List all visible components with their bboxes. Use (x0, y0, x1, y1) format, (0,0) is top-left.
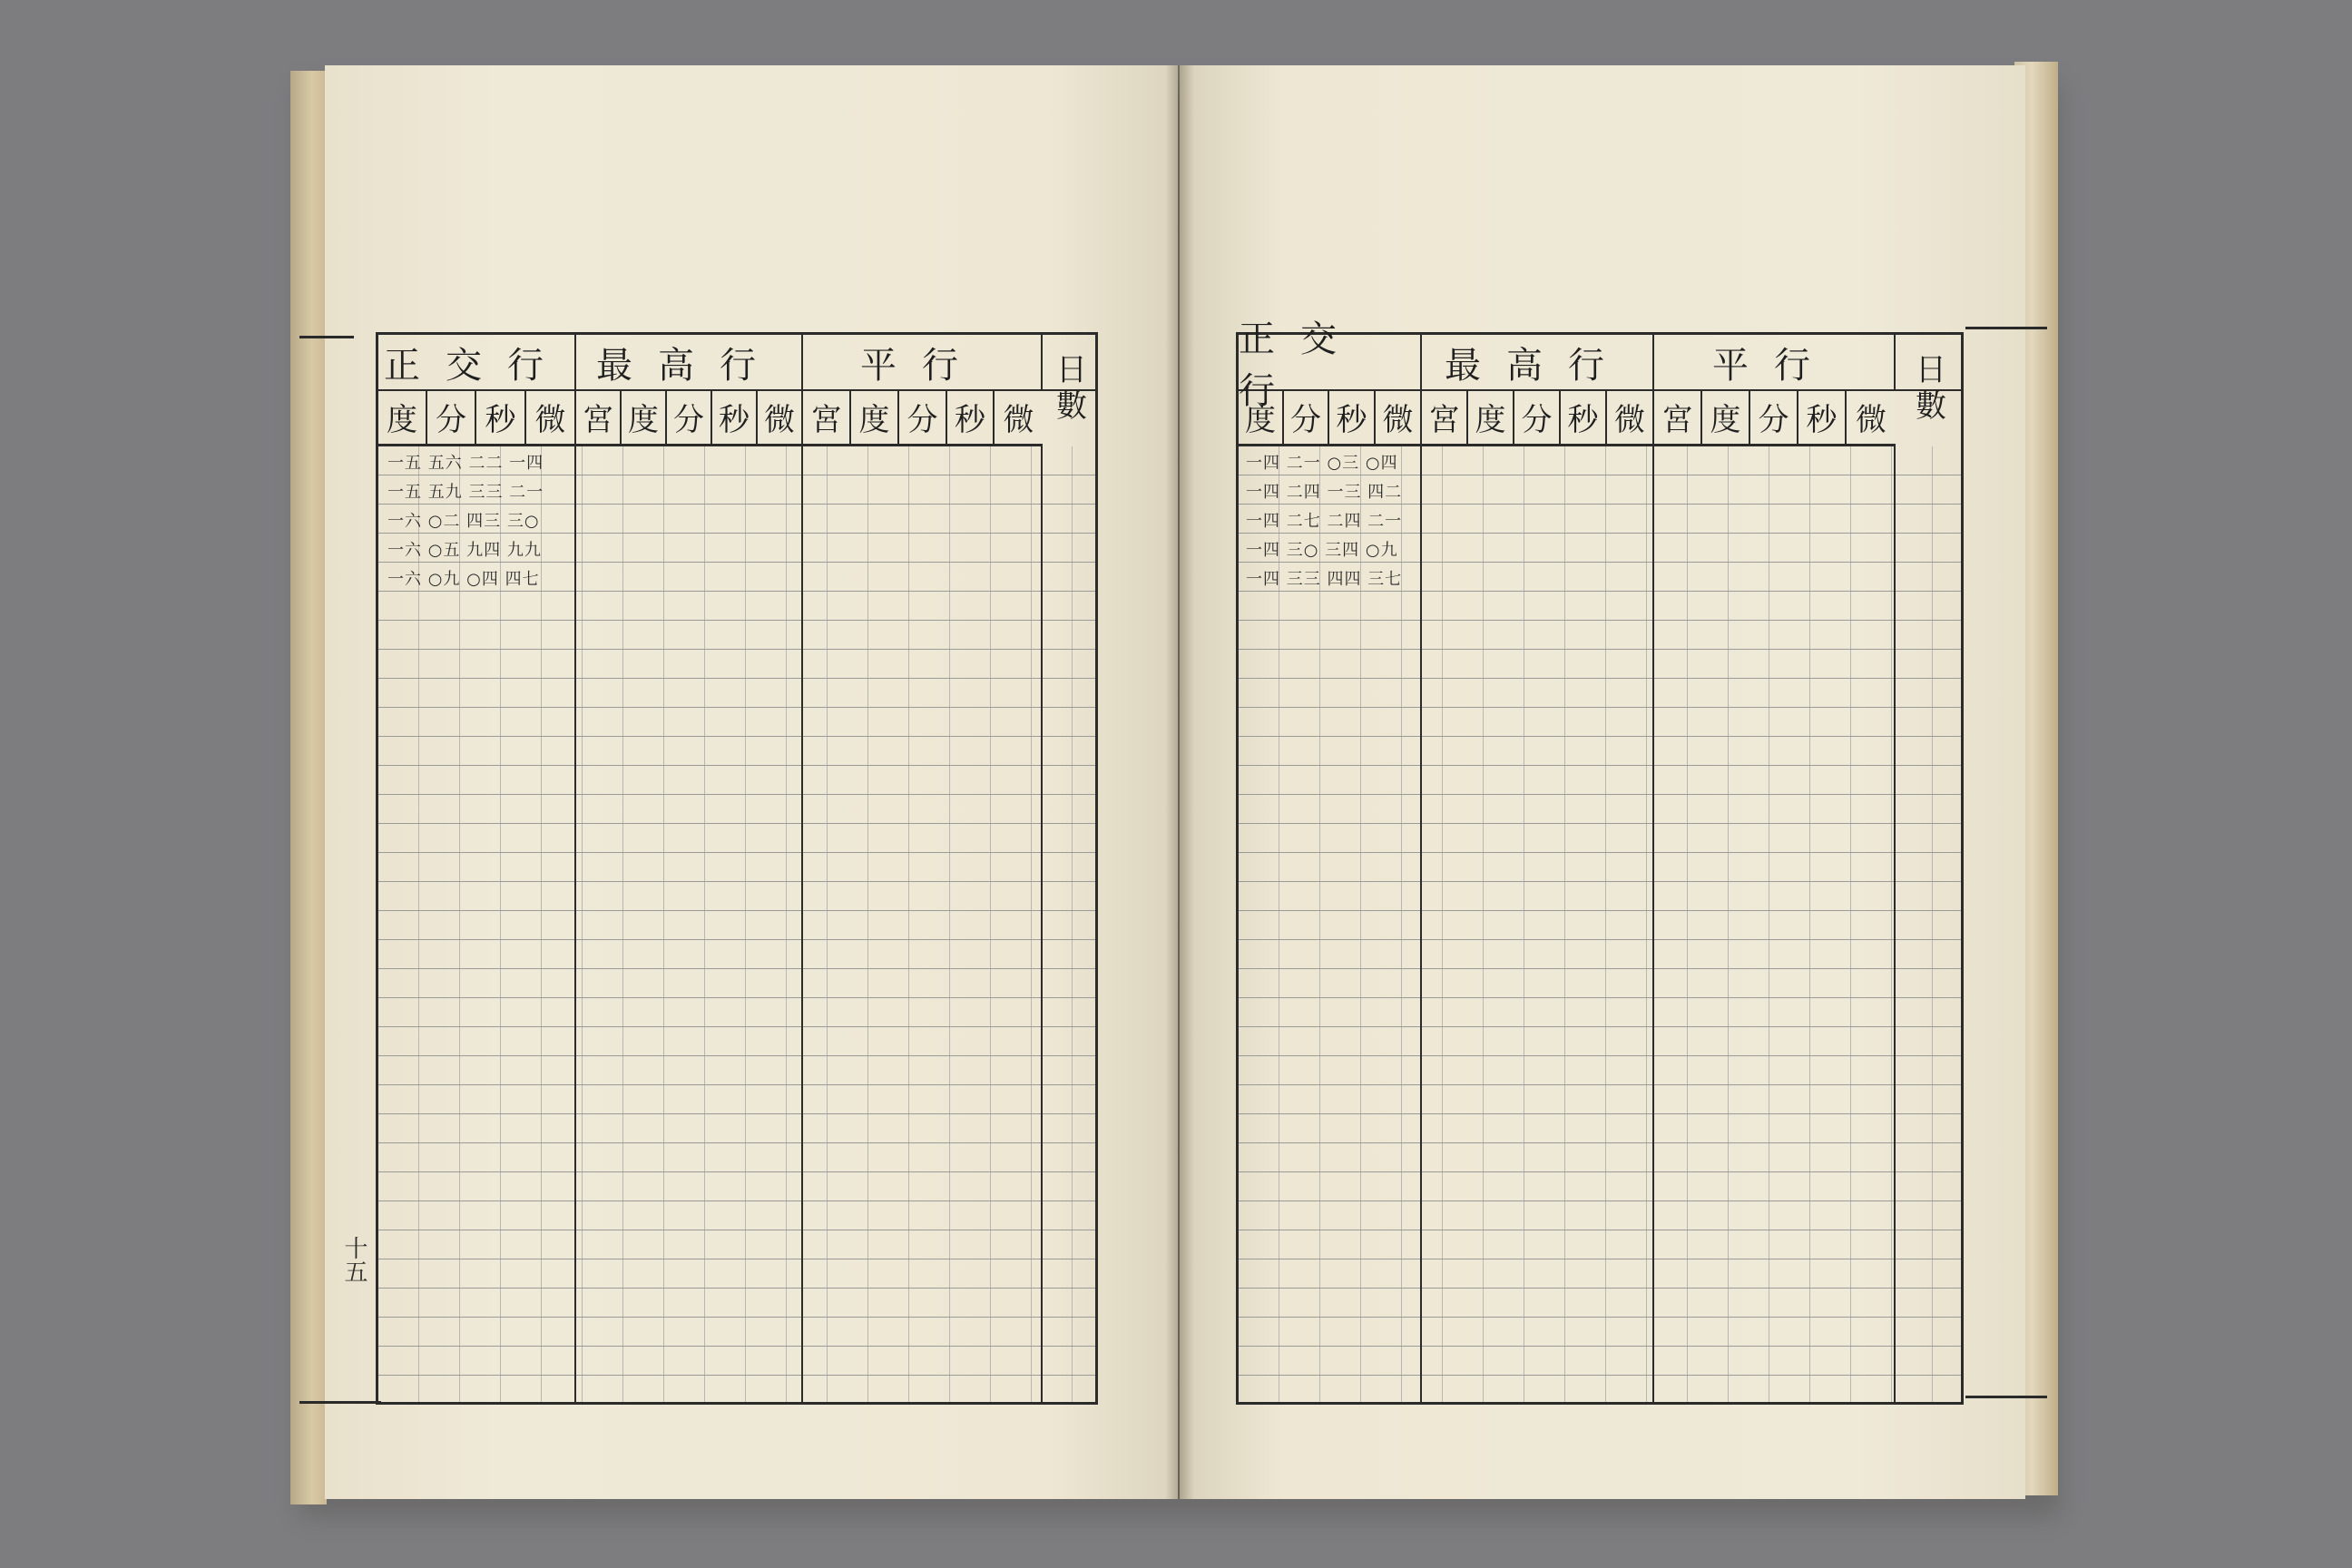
column-divider (801, 446, 803, 1402)
group-header: 正交行 (1239, 335, 1422, 389)
unit-header: 度 (1239, 389, 1284, 444)
unit-header: 秒 (712, 389, 758, 444)
table-group-header (1239, 318, 1961, 426)
day-header: 日數 (1909, 353, 1946, 426)
left-ephemeris-table (376, 332, 1098, 1405)
group-header: 正交行 (378, 335, 576, 389)
table-row: 一四 三三 四四 三七 (1246, 570, 1403, 589)
unit-header: 度 (851, 389, 899, 444)
binding-thread (299, 336, 354, 338)
day-header: 日數 (1050, 353, 1087, 426)
unit-header: 分 (667, 389, 712, 444)
page-number: 十五 (340, 1236, 368, 1283)
unit-header: 分 (1284, 389, 1329, 444)
table-body-grid (1239, 446, 1961, 1402)
unit-header: 分 (899, 389, 947, 444)
unit-header: 分 (427, 389, 476, 444)
column-divider (1420, 446, 1422, 1402)
table-row: 一六 ○五 九四 九九 (387, 541, 542, 560)
table-row: 一六 ○九 ○四 四七 (387, 570, 540, 589)
unit-header: 宮 (576, 389, 622, 444)
unit-header: 宮 (1654, 389, 1702, 444)
table-unit-header (378, 389, 1043, 446)
unit-header: 秒 (1329, 389, 1376, 444)
table-body-grid (378, 446, 1095, 1402)
table-row: 一六 ○二 四三 三○ (387, 512, 540, 531)
group-header: 平行 (803, 335, 1043, 389)
right-ephemeris-table (1236, 318, 1964, 1405)
group-header: 平行 (1654, 335, 1896, 389)
unit-header: 度 (1468, 389, 1514, 444)
unit-header: 度 (1702, 389, 1750, 444)
table-row: 一五 五九 三三 二一 (387, 483, 544, 502)
table-row: 一五 五六 二二 一四 (387, 454, 544, 473)
table-row: 一四 三○ 三四 ○九 (1246, 541, 1398, 560)
binding-thread (299, 1401, 381, 1404)
book-gutter (1165, 65, 1194, 1499)
table-row: 一四 二一 ○三 ○四 (1246, 454, 1398, 473)
unit-header: 微 (526, 389, 576, 444)
column-divider (1041, 446, 1043, 1402)
unit-header: 分 (1750, 389, 1798, 444)
table-row: 一四 二四 一三 四二 (1246, 483, 1403, 502)
unit-header: 微 (758, 389, 803, 444)
column-divider (1652, 446, 1654, 1402)
unit-header: 宮 (803, 389, 851, 444)
unit-header: 秒 (1798, 389, 1847, 444)
unit-header: 秒 (1561, 389, 1607, 444)
table-unit-header (1239, 389, 1896, 446)
unit-header: 微 (1376, 389, 1422, 444)
unit-header: 微 (1856, 401, 1886, 438)
unit-header: 微 (1003, 401, 1034, 438)
unit-header: 秒 (476, 389, 526, 444)
group-header: 最高行 (576, 335, 803, 389)
binding-thread (1965, 327, 2047, 329)
group-header: 最高行 (1422, 335, 1654, 389)
column-divider (574, 446, 576, 1402)
table-row: 一四 二七 二四 二一 (1246, 512, 1403, 531)
table-group-header (378, 335, 1095, 426)
unit-header: 宮 (1422, 389, 1468, 444)
unit-header: 度 (378, 389, 427, 444)
unit-header: 分 (1514, 389, 1561, 444)
book-left-edge (290, 71, 327, 1504)
unit-header: 度 (622, 389, 667, 444)
column-divider (1894, 446, 1896, 1402)
binding-thread (1965, 1396, 2047, 1398)
unit-header: 微 (1607, 389, 1654, 444)
unit-header: 秒 (947, 389, 995, 444)
